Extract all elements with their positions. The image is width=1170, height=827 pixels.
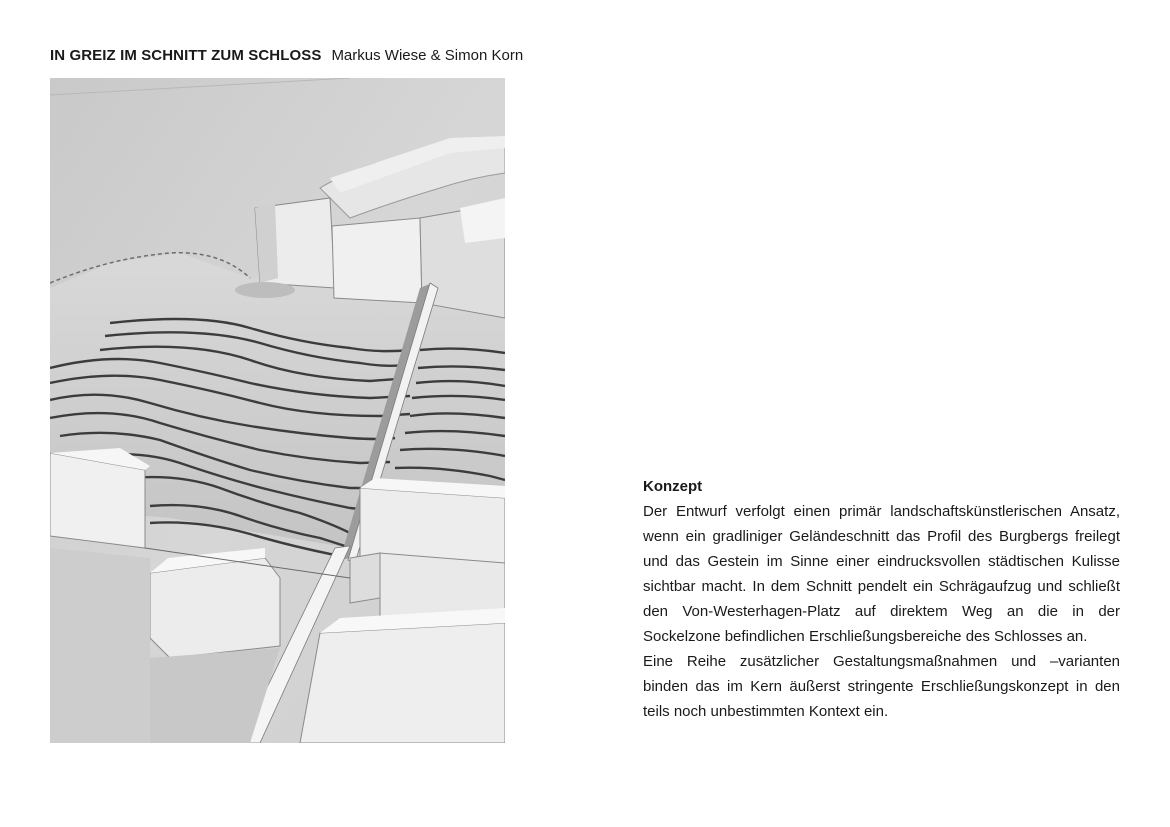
page-header	[50, 46, 523, 66]
model-photo	[50, 78, 505, 743]
concept-paragraph-2: Eine Reihe zusätzlicher Gestaltungsmaßnahmen und –varianten binden das im Kern äußerst stringente Erschließungskonzept in den teils noch unbestimmten Kontext ein.	[643, 653, 1120, 720]
project-authors: Markus Wiese & Simon Korn	[331, 47, 524, 64]
concept-paragraph-1: Der Entwurf verfolgt einen primär landschaftskünstlerischen Ansatz, wenn ein gradliniger Geländeschnitt das Profil des Burgbergs freilegt und das Gestein im Sinne einer eindrucksvollen städtischen Kulisse sichtbar macht. In dem Schnitt pendelt ein Schrägaufzug und schließt den Von-Westerhagen-Platz auf direktem Weg an die in der Sockelzone befindlichen Erschließungsbereiche des Schlosses an.	[643, 503, 1120, 645]
concept-section	[643, 474, 1120, 724]
concept-heading: Konzept	[643, 478, 703, 495]
project-title: IN GREIZ IM SCHNITT ZUM SCHLOSS	[50, 47, 322, 64]
